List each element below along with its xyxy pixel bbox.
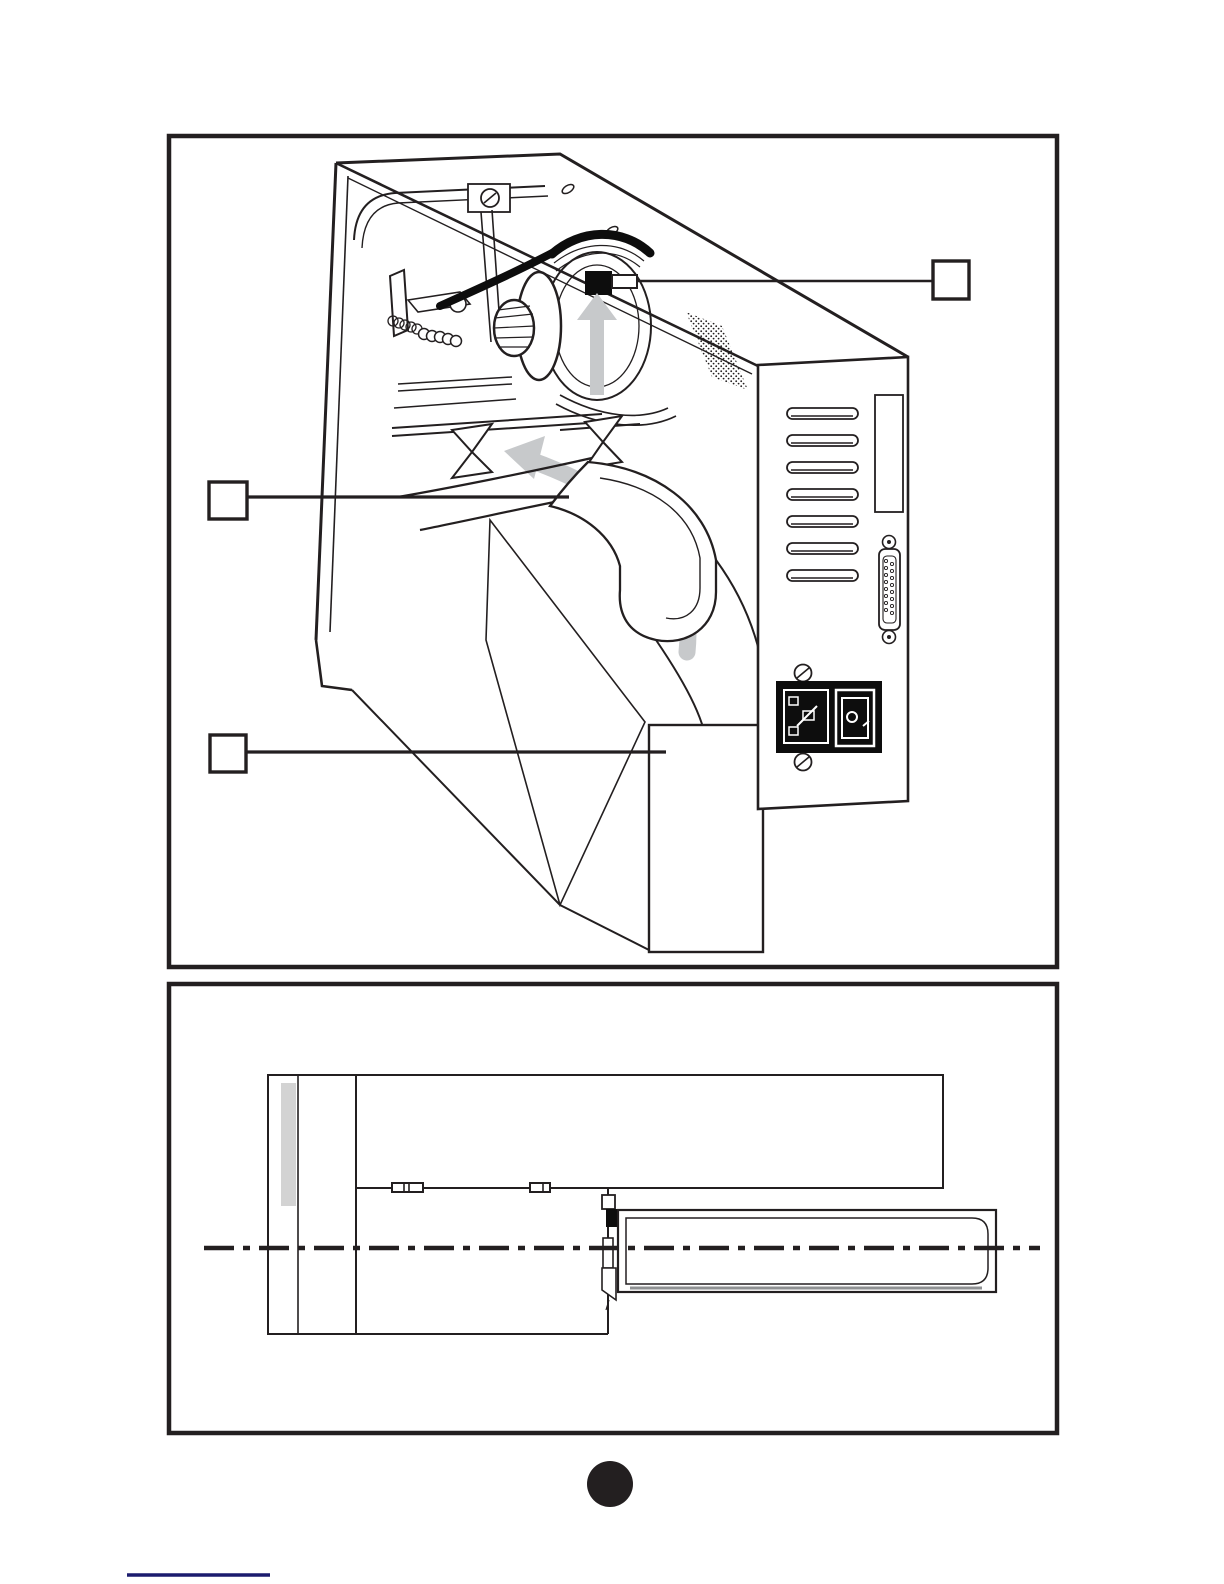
media-guide-left — [452, 424, 492, 478]
callout-1-box — [933, 261, 969, 299]
media-tray — [618, 1210, 996, 1292]
rear-label-plate — [875, 395, 903, 512]
roller-rings — [419, 329, 462, 347]
printhead-assembly — [602, 1195, 618, 1310]
page-number-dot — [587, 1461, 633, 1507]
carriage-base-bars — [394, 377, 516, 408]
lid-corner-facet — [316, 640, 352, 690]
callout-2-box — [209, 482, 247, 519]
power-module — [776, 681, 882, 753]
ribbon-core-marker — [585, 271, 612, 295]
schematic-top-cover — [356, 1075, 943, 1188]
fan-fold-box-front — [649, 725, 763, 952]
media-guide-strip — [281, 1083, 296, 1206]
parallel-port — [879, 536, 900, 644]
side-schematic-figure — [204, 1075, 1040, 1334]
media-strap-loop — [550, 462, 716, 641]
page-footer — [127, 1461, 633, 1575]
printer-base-edges — [352, 690, 649, 950]
peel-flag — [602, 1268, 616, 1300]
callout-3-box — [210, 735, 246, 772]
printhead — [606, 1209, 618, 1227]
printer-isometric-figure — [316, 154, 908, 952]
media-guide-right — [585, 416, 622, 468]
ribbon-core-tab — [612, 275, 637, 288]
up-arrow — [577, 293, 617, 395]
